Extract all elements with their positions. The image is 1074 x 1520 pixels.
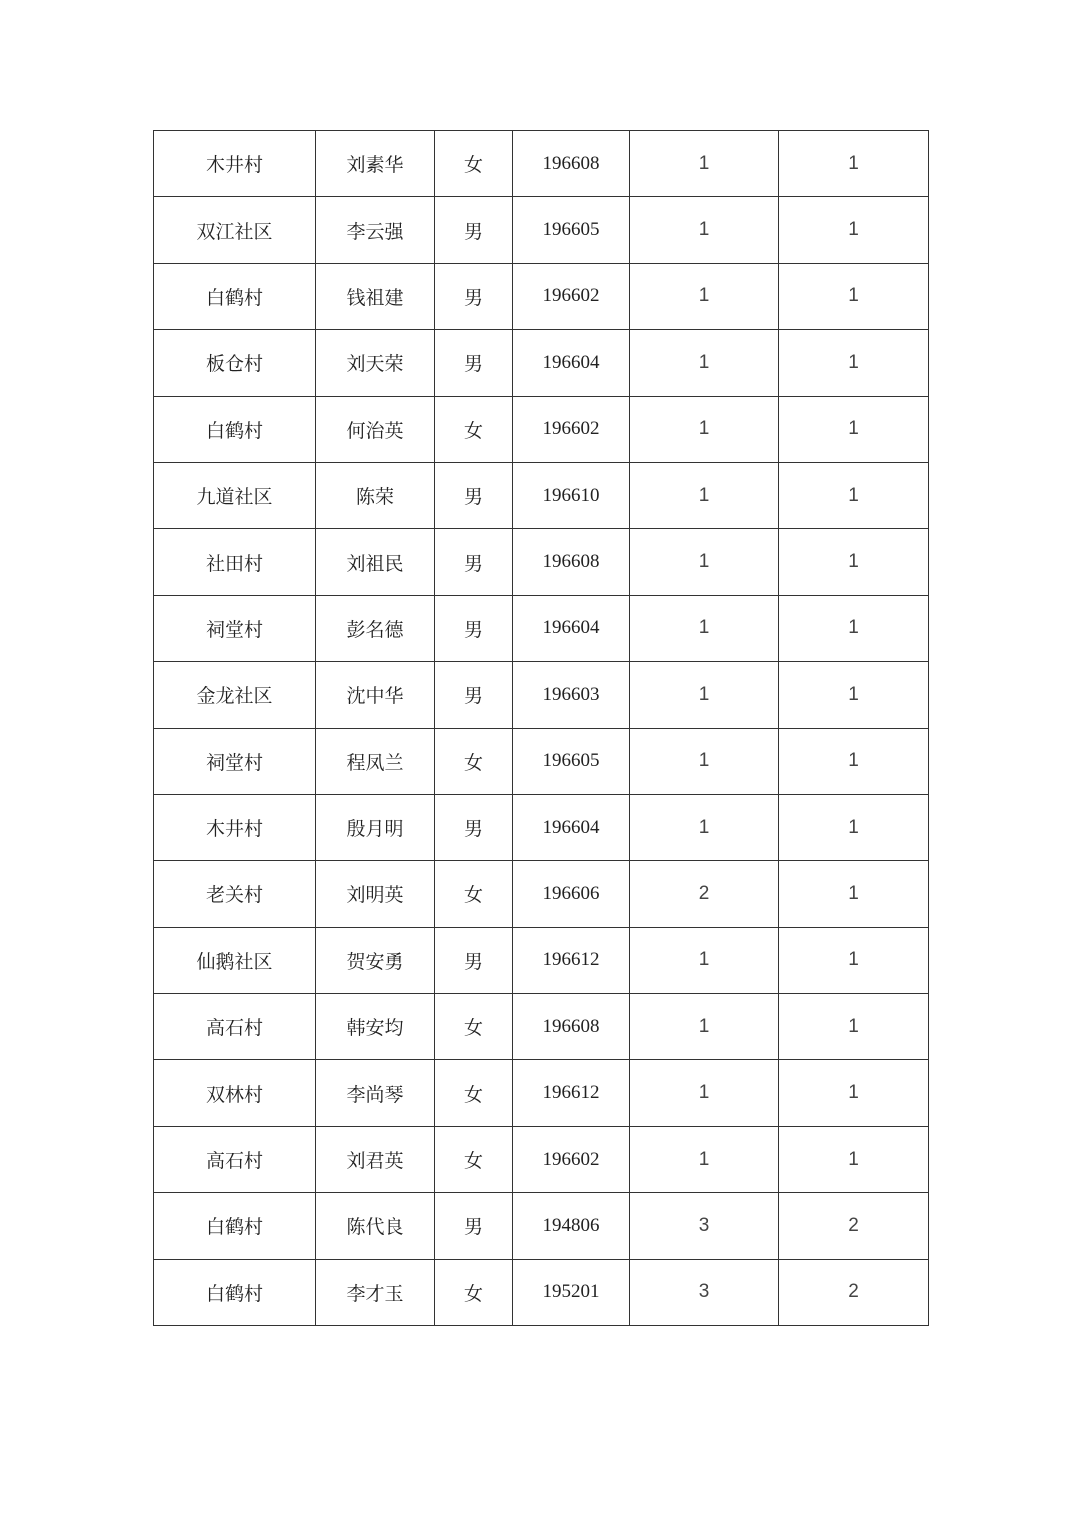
gender-cell: 男: [435, 1193, 513, 1259]
birth-cell: 196604: [513, 595, 630, 661]
gender-cell: 男: [435, 595, 513, 661]
table-body: [154, 131, 929, 1326]
name-cell: 刘天荣: [316, 330, 435, 396]
table-row: [154, 728, 929, 794]
count-a-cell: 1: [630, 197, 779, 263]
table-row: [154, 1060, 929, 1126]
count-b-cell: 1: [779, 131, 929, 197]
name-cell: 彭名德: [316, 595, 435, 661]
name-cell: 殷月明: [316, 794, 435, 860]
gender-cell: 女: [435, 1126, 513, 1192]
count-b-cell: 1: [779, 861, 929, 927]
gender-cell: 男: [435, 529, 513, 595]
table-row: [154, 794, 929, 860]
count-a-cell: 1: [630, 994, 779, 1060]
birth-cell: 196606: [513, 861, 630, 927]
birth-cell: 196608: [513, 994, 630, 1060]
village-cell: 高石村: [154, 994, 316, 1060]
gender-cell: 男: [435, 330, 513, 396]
village-cell: 祠堂村: [154, 728, 316, 794]
village-cell: 社田村: [154, 529, 316, 595]
count-b-cell: 1: [779, 396, 929, 462]
count-a-cell: 1: [630, 462, 779, 528]
gender-cell: 女: [435, 994, 513, 1060]
name-cell: 陈代良: [316, 1193, 435, 1259]
gender-cell: 女: [435, 1259, 513, 1325]
count-a-cell: 1: [630, 1060, 779, 1126]
village-cell: 木井村: [154, 131, 316, 197]
table-row: [154, 662, 929, 728]
gender-cell: 女: [435, 131, 513, 197]
birth-cell: 196608: [513, 529, 630, 595]
village-cell: 白鹤村: [154, 1193, 316, 1259]
name-cell: 韩安均: [316, 994, 435, 1060]
name-cell: 沈中华: [316, 662, 435, 728]
village-cell: 仙鹅社区: [154, 927, 316, 993]
table-row: [154, 595, 929, 661]
village-cell: 祠堂村: [154, 595, 316, 661]
name-cell: 刘素华: [316, 131, 435, 197]
village-cell: 高石村: [154, 1126, 316, 1192]
village-cell: 老关村: [154, 861, 316, 927]
count-b-cell: 1: [779, 1060, 929, 1126]
count-a-cell: 1: [630, 662, 779, 728]
count-b-cell: 1: [779, 1126, 929, 1192]
table-row: [154, 529, 929, 595]
birth-cell: 194806: [513, 1193, 630, 1259]
birth-cell: 196602: [513, 396, 630, 462]
table-row: [154, 1126, 929, 1192]
name-cell: 陈荣: [316, 462, 435, 528]
count-a-cell: 1: [630, 1126, 779, 1192]
name-cell: 贺安勇: [316, 927, 435, 993]
count-b-cell: 1: [779, 994, 929, 1060]
count-b-cell: 1: [779, 927, 929, 993]
gender-cell: 男: [435, 662, 513, 728]
count-b-cell: 1: [779, 662, 929, 728]
name-cell: 钱祖建: [316, 263, 435, 329]
gender-cell: 女: [435, 396, 513, 462]
birth-cell: 196602: [513, 263, 630, 329]
gender-cell: 男: [435, 263, 513, 329]
name-cell: 李尚琴: [316, 1060, 435, 1126]
count-b-cell: 1: [779, 197, 929, 263]
name-cell: 刘君英: [316, 1126, 435, 1192]
village-cell: 白鹤村: [154, 396, 316, 462]
table-row: [154, 994, 929, 1060]
count-a-cell: 1: [630, 263, 779, 329]
table-row: [154, 330, 929, 396]
data-table: [153, 130, 929, 1326]
count-b-cell: 1: [779, 595, 929, 661]
name-cell: 李才玉: [316, 1259, 435, 1325]
gender-cell: 女: [435, 1060, 513, 1126]
village-cell: 白鹤村: [154, 1259, 316, 1325]
birth-cell: 196604: [513, 330, 630, 396]
table-row: [154, 1259, 929, 1325]
count-a-cell: 1: [630, 529, 779, 595]
village-cell: 金龙社区: [154, 662, 316, 728]
table-row: [154, 861, 929, 927]
name-cell: 刘祖民: [316, 529, 435, 595]
table-row: [154, 131, 929, 197]
count-b-cell: 2: [779, 1193, 929, 1259]
count-b-cell: 1: [779, 330, 929, 396]
count-b-cell: 1: [779, 263, 929, 329]
table-row: [154, 927, 929, 993]
count-a-cell: 1: [630, 396, 779, 462]
birth-cell: 196610: [513, 462, 630, 528]
count-a-cell: 1: [630, 728, 779, 794]
birth-cell: 196605: [513, 197, 630, 263]
count-a-cell: 1: [630, 927, 779, 993]
birth-cell: 196605: [513, 728, 630, 794]
count-b-cell: 1: [779, 728, 929, 794]
count-b-cell: 1: [779, 529, 929, 595]
birth-cell: 196602: [513, 1126, 630, 1192]
village-cell: 木井村: [154, 794, 316, 860]
birth-cell: 196608: [513, 131, 630, 197]
table-row: [154, 197, 929, 263]
gender-cell: 女: [435, 861, 513, 927]
birth-cell: 196612: [513, 1060, 630, 1126]
table-row: [154, 1193, 929, 1259]
gender-cell: 男: [435, 197, 513, 263]
count-a-cell: 1: [630, 595, 779, 661]
name-cell: 程凤兰: [316, 728, 435, 794]
count-a-cell: 3: [630, 1193, 779, 1259]
village-cell: 双江社区: [154, 197, 316, 263]
name-cell: 李云强: [316, 197, 435, 263]
gender-cell: 男: [435, 794, 513, 860]
table-row: [154, 263, 929, 329]
gender-cell: 男: [435, 462, 513, 528]
village-cell: 九道社区: [154, 462, 316, 528]
name-cell: 何治英: [316, 396, 435, 462]
birth-cell: 196603: [513, 662, 630, 728]
count-b-cell: 2: [779, 1259, 929, 1325]
table-row: [154, 396, 929, 462]
village-cell: 白鹤村: [154, 263, 316, 329]
birth-cell: 196604: [513, 794, 630, 860]
count-a-cell: 3: [630, 1259, 779, 1325]
birth-cell: 195201: [513, 1259, 630, 1325]
count-a-cell: 1: [630, 131, 779, 197]
name-cell: 刘明英: [316, 861, 435, 927]
count-a-cell: 1: [630, 794, 779, 860]
gender-cell: 女: [435, 728, 513, 794]
village-cell: 板仓村: [154, 330, 316, 396]
gender-cell: 男: [435, 927, 513, 993]
count-a-cell: 1: [630, 330, 779, 396]
village-cell: 双林村: [154, 1060, 316, 1126]
birth-cell: 196612: [513, 927, 630, 993]
count-a-cell: 2: [630, 861, 779, 927]
count-b-cell: 1: [779, 794, 929, 860]
table-row: [154, 462, 929, 528]
count-b-cell: 1: [779, 462, 929, 528]
